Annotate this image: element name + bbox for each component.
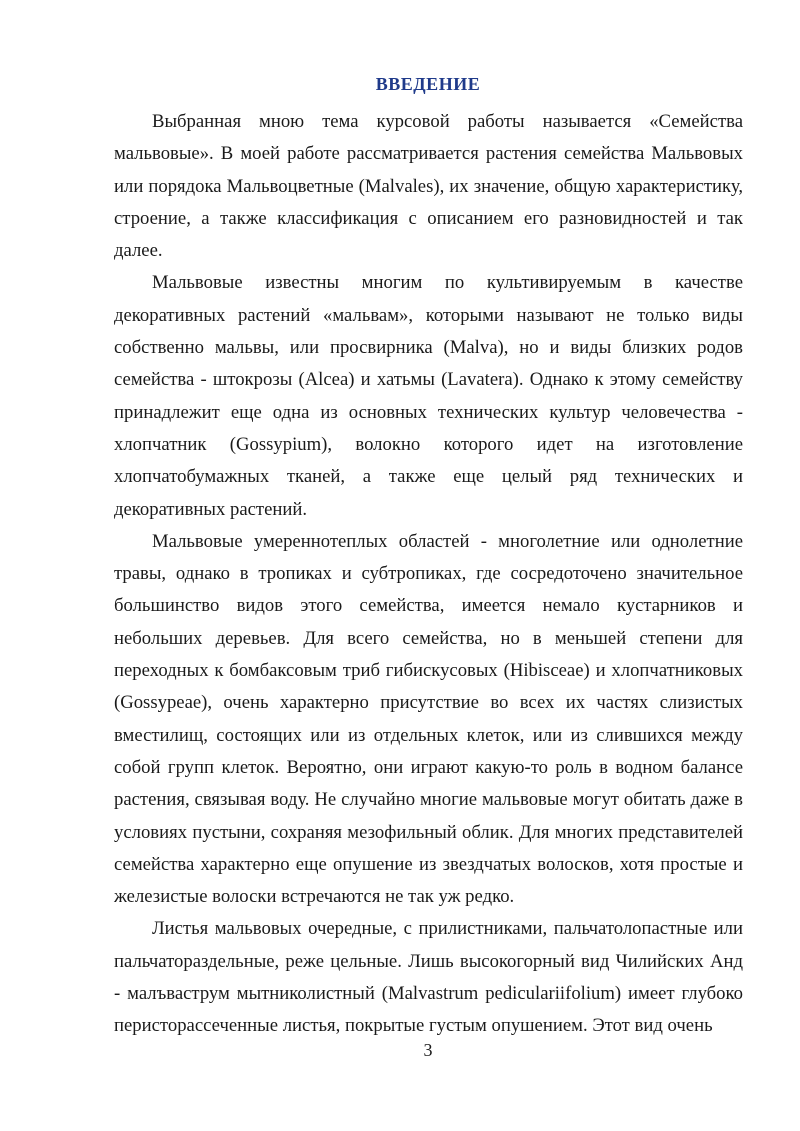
body-text	[114, 106, 743, 1043]
page-number: 3	[423, 1040, 433, 1060]
paragraph-habitat: Мальвовые умереннотеплых областей - многолетние или однолетние травы, однако в тропиках и субтропиках, где сосредоточено значительное большинство видов этого семейства, имеется немало кустарников и небольших деревьев. Для всего семейства, но в меньшей степени для переходных к бомбаксовым триб гибискусовых (Hibisceae) и хлопчатниковых (Gossypeae), очень характерно присутствие во всех их частях слизистых вместилищ, состоящих или из отдельных клеток, или из слившихся между собой групп клеток. Вероятно, они играют какую-то роль в водном балансе растения, связывая воду. Не случайно многие мальвовые могут обитать даже в условиях пустыни, сохраняя мезофильный облик. Для многих представителей семейства характерно еще опушение из звездчатых волосков, хотя простые и железистые волоски встречаются не так уж редко.	[114, 530, 743, 908]
section-heading: ВВЕДЕНИЕ	[375, 74, 481, 94]
paragraph-cultivated-mallows: Мальвовые известны многим по культивируемым в качестве декоративных растений «мальвам», которыми называют не только виды собственно мальвы, или просвирника (Malva), но и виды близких родов семейства - штокрозы (Alcea) и хатьмы (Lavatera). Однако к этому семейству принадлежит еще одна из основных технических культур человечества - хлопчатник (Gossypium), волокно которого идет на изготовление хлопчатобумажных тканей, а также еще целый ряд технических и декоративных растений.	[114, 272, 743, 520]
paragraph-topic: Выбранная мною тема курсовой работы называется «Семейства мальвовые». В моей работе рассматривается растения семейства Мальвовых или порядока Мальвоцветные (Malvales), их значение, общую характеристику, строение, а также классификация с описанием его разновидностей и так далее.	[114, 111, 743, 262]
paragraph-leaves: Листья мальвовых очередные, с прилистниками, пальчатолопастные или пальчатораздельные, реже цельные. Лишь высокогорный вид Чилийских Анд - малъваструм мытниколистный (Malvastrum pediculariifolium) имеет глубоко перисторассеченные листья, покрытые густым опушением. Этот вид очень	[114, 918, 743, 1037]
